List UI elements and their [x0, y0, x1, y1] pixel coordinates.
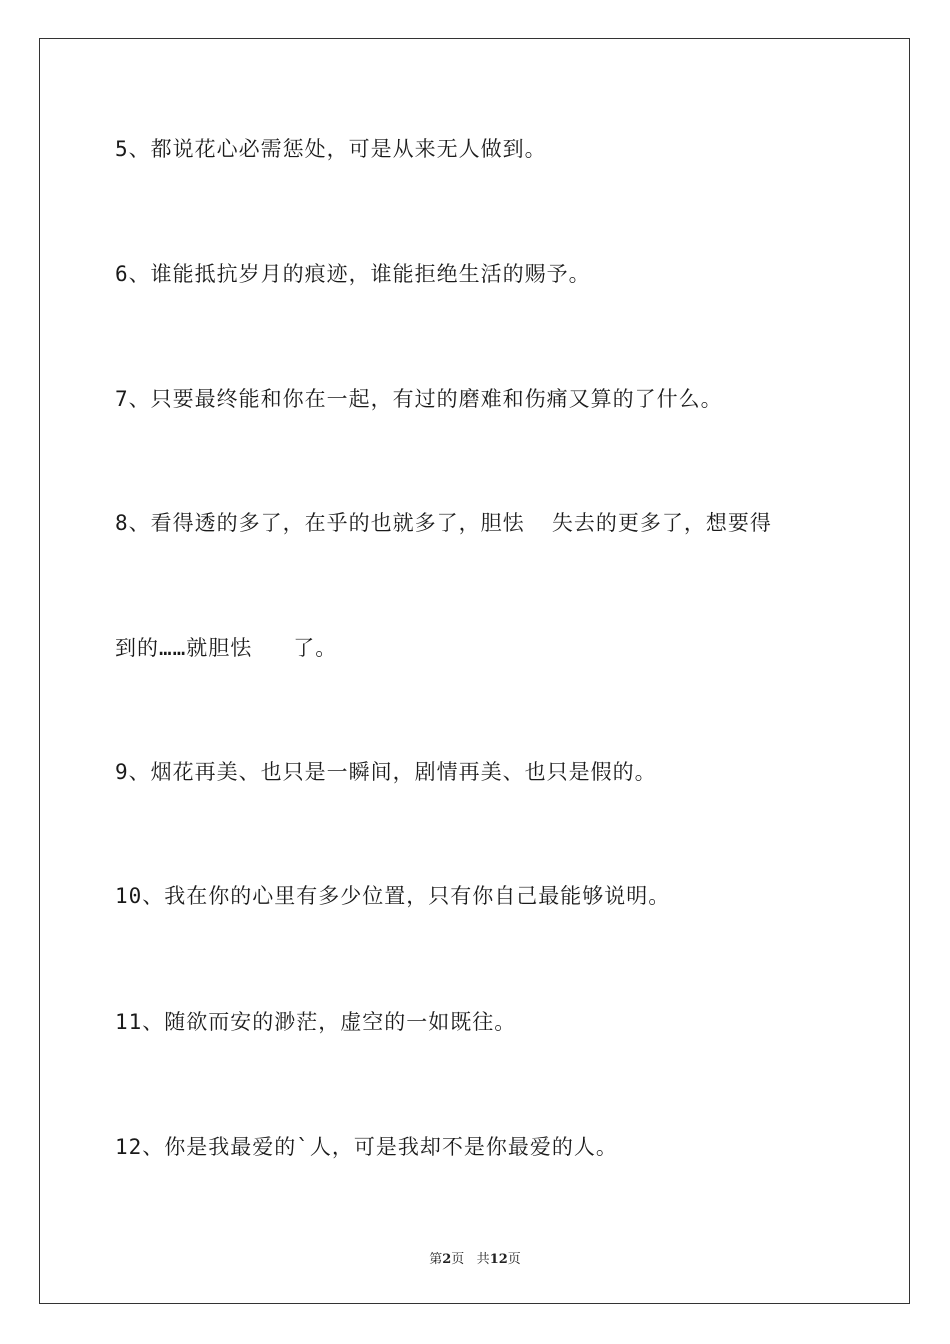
footer-page-suffix: 页 [451, 1252, 465, 1267]
text-line-8: 8、看得透的多了，在乎的也就多了，胆怯 失去的更多了，想要得 [115, 511, 772, 535]
text-line-10: 10、我在你的心里有多少位置，只有你自己最能够说明。 [115, 884, 671, 908]
footer-page-prefix: 第 [429, 1252, 443, 1267]
page-footer [0, 1248, 950, 1267]
footer-total-suffix: 页 [507, 1252, 521, 1267]
text-line-11: 11、随欲而安的渺茫，虚空的一如既往。 [115, 1010, 517, 1034]
page-border [39, 38, 910, 1304]
text-line-7: 7、只要最终能和你在一起，有过的磨难和伤痛又算的了什么。 [115, 387, 723, 411]
text-line-12: 12、你是我最爱的`人，可是我却不是你最爱的人。 [115, 1135, 618, 1159]
text-line-5: 5、都说花心必需惩处，可是从来无人做到。 [115, 137, 547, 161]
footer-total-prefix: 共 [476, 1252, 490, 1267]
footer-page-total: 12 [489, 1252, 508, 1267]
text-line-8-cont: 到的……就胆怯 了。 [115, 636, 338, 660]
text-line-6: 6、谁能抵抗岁月的痕迹，谁能拒绝生活的赐予。 [115, 262, 591, 286]
footer-page-current: 2 [442, 1252, 452, 1267]
text-line-9: 9、烟花再美、也只是一瞬间，剧情再美、也只是假的。 [115, 760, 657, 784]
